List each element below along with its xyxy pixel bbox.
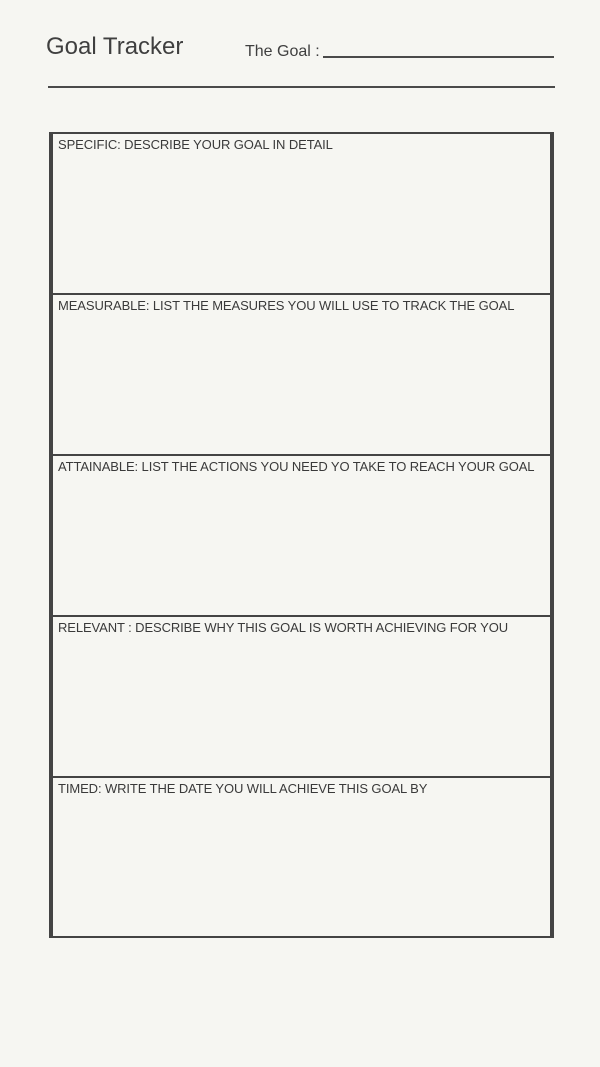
section-label-attainable: ATTAINABLE: LIST THE ACTIONS YOU NEED YO TAKE TO REACH YOUR GOAL	[58, 459, 535, 474]
section-specific[interactable]	[53, 134, 550, 295]
page-title: Goal Tracker	[46, 33, 184, 60]
section-label-relevant: RELEVANT : DESCRIBE WHY THIS GOAL IS WORTH ACHIEVING FOR YOU	[58, 620, 509, 635]
section-label-timed: TIMED: WRITE THE DATE YOU WILL ACHIEVE THIS GOAL BY	[58, 781, 428, 796]
section-measurable[interactable]	[53, 293, 550, 455]
section-label-specific: SPECIFIC: DESCRIBE YOUR GOAL IN DETAIL	[58, 137, 333, 152]
goal-label: The Goal :	[245, 43, 320, 60]
section-relevant[interactable]	[53, 615, 550, 777]
section-attainable[interactable]	[53, 454, 550, 616]
section-timed[interactable]	[53, 776, 550, 936]
header-divider	[48, 86, 555, 88]
goal-input-line[interactable]	[323, 56, 554, 58]
section-label-measurable: MEASURABLE: LIST THE MEASURES YOU WILL USE TO TRACK THE GOAL	[58, 298, 515, 313]
smart-goal-worksheet	[49, 132, 554, 938]
